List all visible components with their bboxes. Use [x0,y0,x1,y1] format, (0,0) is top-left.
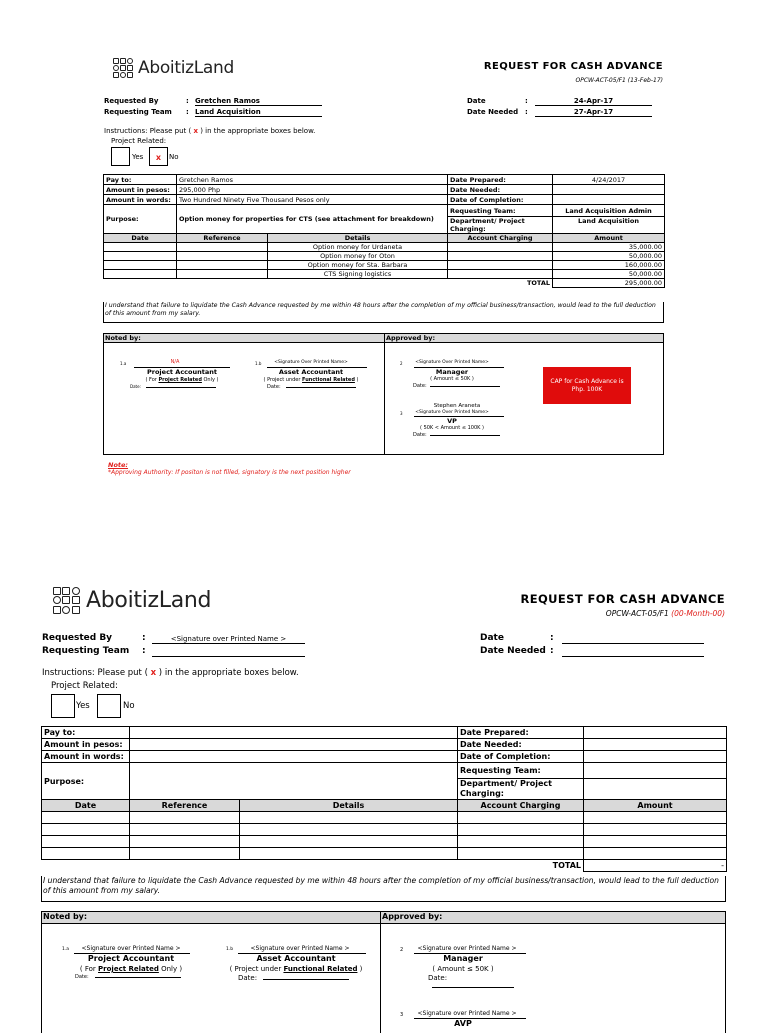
logo-mark-icon [53,587,80,614]
amount-pesos-label: Amount in pesos: [104,185,177,195]
requesting-team2-value[interactable] [584,763,727,779]
project-accountant-signature-2[interactable]: 1.a <Signature over Printed Name > Project Accountant ( For Project Related Only ) Date: [62,944,190,980]
asset-accountant-signature[interactable]: 1.b <Signature Over Printed Name> Asset Accountant ( Project under Functional Related ) Date: [255,359,367,390]
project-related-label: Project Related: [111,137,167,145]
date-completion-value[interactable] [553,195,665,205]
avp-signature-2[interactable]: 3 <Signature over Printed Name > AVP [400,1009,526,1028]
col-date: Date [42,800,130,812]
date-row: Date : 24-Apr-17 [467,97,657,107]
cap-note-box: CAP for Cash Advance is Php. 100K [543,367,631,404]
purpose-value[interactable] [130,763,458,800]
col-date: Date [104,234,177,243]
yes-checkbox[interactable] [111,147,130,166]
total-value: 295,000.00 [553,279,665,288]
date-needed2-label: Date Needed: [458,739,584,751]
purpose-value[interactable]: Option money for properties for CTS (see attachment for breakdown) [177,205,448,234]
logo-mark-icon [113,58,133,78]
purpose-label: Purpose: [42,763,130,800]
date-completion-label: Date of Completion: [458,751,584,763]
form-title-2: REQUEST FOR CASH ADVANCE [520,592,725,606]
form-code: OPCW-ACT-05/F1 (13-Feb-17) [575,77,663,84]
date-value[interactable]: 24-Apr-17 [535,97,652,106]
table-row: Option money for Sta. Barbara 160,000.00 [104,261,665,270]
logo [113,58,234,78]
form-code-2: OPCW-ACT-05/F1 (00-Month-00) [605,609,725,618]
requested-by-row: Requested By : Gretchen Ramos [104,97,324,107]
project-accountant-signature[interactable]: 1.a N/A Project Accountant ( For Project Related Only ) Date: [120,359,230,389]
col-account: Account Charging [458,800,584,812]
form-title: REQUEST FOR CASH ADVANCE [483,61,663,72]
note-label: Note: [108,461,129,469]
project-related-label-2: Project Related: [51,681,118,691]
total-label: TOTAL [42,860,584,872]
table-row [42,812,727,824]
amount-words-label: Amount in words: [104,195,177,205]
no-checkbox[interactable] [97,694,121,718]
requested-by-row-2: Requested By : <Signature over Printed Name > [42,633,312,645]
date-needed-row: Date Needed : 27-Apr-17 [467,108,657,118]
date-completion-label: Date of Completion: [448,195,553,205]
dept-value[interactable] [584,779,727,800]
logo-2 [53,587,211,614]
dept-label: Department/ Project Charging: [458,779,584,800]
approved-by-header-2: Approved by: [380,911,726,924]
noted-by-header-2: Noted by: [41,911,381,924]
date-prepared-label: Date Prepared: [458,727,584,739]
amount-pesos-value[interactable] [130,739,458,751]
col-amount: Amount [553,234,665,243]
note-text: *Approving Authority: If positon is not filled, signatory is the next position higher [108,469,351,476]
asset-accountant-signature-2[interactable]: 1.b <Signature over Printed Name > Asset Accountant ( Project under Functional Related ) Date: [226,944,366,982]
manager-signature[interactable]: 2 <Signature Over Printed Name> Manager ( Amount ≤ 50K ) Date: [400,359,504,389]
table-row: CTS Signing logistics 50,000.00 [104,270,665,279]
requesting-team2-label: Requesting Team: [458,763,584,779]
no-checkbox[interactable]: x [149,147,168,166]
requesting-team-value[interactable]: Land Acquisition [195,108,322,117]
table-row [42,848,727,860]
requested-by-value[interactable]: Gretchen Ramos [195,97,322,106]
date-prepared-value[interactable]: 4/24/2017 [553,175,665,185]
col-amount: Amount [584,800,727,812]
amount-words-value[interactable]: Two Hundred Ninety Five Thousand Pesos only [177,195,448,205]
amount-words-value[interactable] [130,751,458,763]
pay-to-value[interactable]: Gretchen Ramos [177,175,448,185]
amount-words-label: Amount in words: [42,751,130,763]
disclaimer-2: I understand that failure to liquidate the Cash Advance requested by me within 48 hours after the completion of my official business/transaction, would lead to the full deduction of this amount from my salary. [41,876,726,902]
manager-signature-2[interactable]: 2 <Signature over Printed Name > Manager ( Amount ≤ 50K ) Date: [400,944,526,990]
table-row: Option money for Urdaneta 35,000.00 [104,243,665,252]
amount-pesos-label: Amount in pesos: [42,739,130,751]
date-completion-value[interactable] [584,751,727,763]
total-label: TOTAL [104,279,553,288]
disclaimer: I understand that failure to liquidate the Cash Advance requested by me within 48 hours after the completion of my official business/transaction, would lead to the full deduction of this amount from my salary. [103,302,664,323]
cash-advance-table [103,174,665,288]
pay-to-value[interactable] [130,727,458,739]
noted-by-header: Noted by: [103,333,385,343]
requesting-team2-value[interactable]: Land Acquisition Admin [553,205,665,217]
instructions: Instructions: Please put ( x ) in the appropriate boxes below. [104,127,316,135]
col-details: Details [240,800,458,812]
date-needed2-label: Date Needed: [448,185,553,195]
date-needed-row-2: Date Needed : [480,646,710,658]
requested-by-value-2[interactable]: <Signature over Printed Name > [152,635,305,644]
requesting-team-row: Requesting Team : Land Acquisition [104,108,324,118]
dept-label: Department/ Project Charging: [448,217,553,234]
approved-by-header: Approved by: [384,333,664,343]
requesting-team-value-2[interactable] [152,646,305,657]
table-row: Option money for Oton 50,000.00 [104,252,665,261]
date-needed2-value[interactable] [553,185,665,195]
col-reference: Reference [130,800,240,812]
date-needed2-value[interactable] [584,739,727,751]
date-value-2[interactable] [562,633,704,644]
date-row-2: Date : [480,633,710,645]
amount-pesos-value[interactable]: 295,000 Php [177,185,448,195]
requesting-team2-label: Requesting Team: [448,205,553,217]
vp-signature[interactable]: Stephen Araneta 3 <Signature Over Printed Name> VP ( 50K < Amount ≤ 100K ) Date: [400,403,504,438]
logo-text: AboitizLand [86,588,212,613]
col-account: Account Charging [448,234,553,243]
project-related-checkboxes: Yes x No [111,147,191,167]
instructions-2: Instructions: Please put ( x ) in the appropriate boxes below. [42,668,299,678]
date-needed-value[interactable]: 27-Apr-17 [535,108,652,117]
table-row [42,836,727,848]
requesting-team-row-2: Requesting Team : [42,646,312,658]
date-prepared-label: Date Prepared: [448,175,553,185]
date-prepared-value[interactable] [584,727,727,739]
pay-to-label: Pay to: [104,175,177,185]
purpose-label: Purpose: [104,205,177,234]
yes-checkbox[interactable] [51,694,75,718]
col-reference: Reference [177,234,268,243]
project-related-checkboxes-2: Yes No [51,694,136,719]
table-row [42,824,727,836]
logo-text: AboitizLand [138,58,235,78]
date-needed-value-2[interactable] [562,646,704,657]
pay-to-label: Pay to: [42,727,130,739]
total-value: - [584,860,727,872]
cash-advance-table-2 [41,726,727,872]
col-details: Details [268,234,448,243]
dept-value[interactable]: Land Acquisition [553,217,665,234]
